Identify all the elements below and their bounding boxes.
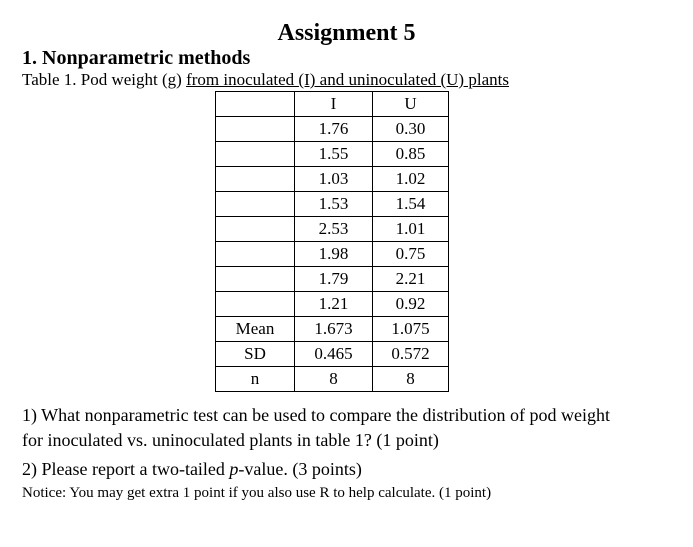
table-cell: 1.673: [295, 317, 373, 342]
table-cell: 8: [295, 367, 373, 392]
table-row: [216, 267, 449, 292]
table-cell: 1.55: [295, 142, 373, 167]
table-row: [216, 217, 449, 242]
question-2: [22, 457, 362, 481]
table-row: [216, 367, 449, 392]
table-row: [216, 317, 449, 342]
table-cell: 2.21: [373, 267, 449, 292]
table-cell: 0.75: [373, 242, 449, 267]
question-2-italic: p: [229, 459, 239, 479]
table-cell: 1.53: [295, 192, 373, 217]
table-cell: 0.572: [373, 342, 449, 367]
table-header-cell: U: [373, 92, 449, 117]
pod-weight-table: [215, 91, 449, 392]
table-cell: 1.76: [295, 117, 373, 142]
table-caption-underlined: from inoculated (I) and uninoculated (U) plants: [186, 70, 509, 89]
section-heading: 1. Nonparametric methods: [22, 47, 251, 69]
table-cell: 1.98: [295, 242, 373, 267]
notice-text: Notice: You may get extra 1 point if you also use R to help calculate. (1 point): [22, 485, 492, 501]
table-cell: 0.92: [373, 292, 449, 317]
table-row-label: [216, 292, 295, 317]
table-cell: 8: [373, 367, 449, 392]
table-row-label: SD: [216, 342, 295, 367]
table-row-label: [216, 142, 295, 167]
table-row: [216, 142, 449, 167]
table-cell: 1.01: [373, 217, 449, 242]
question-2-before: 2) Please report a two-tailed: [22, 459, 230, 479]
table-cell: 1.03: [295, 167, 373, 192]
table-caption-prefix: Table 1. Pod weight (g): [22, 70, 187, 89]
table-row: [216, 342, 449, 367]
page-title: Assignment 5: [277, 20, 416, 46]
table-row-label: [216, 192, 295, 217]
table-header-cell: I: [295, 92, 373, 117]
table-row: [216, 242, 449, 267]
table-row-label: [216, 117, 295, 142]
table-row-label: [216, 167, 295, 192]
table-row: [216, 192, 449, 217]
table-cell: 1.54: [373, 192, 449, 217]
question-1-line-1: 1) What nonparametric test can be used to compare the distribution of pod weight: [22, 405, 610, 425]
table-row-label: n: [216, 367, 295, 392]
table-row-label: Mean: [216, 317, 295, 342]
table-row: [216, 167, 449, 192]
table-row-label: [216, 267, 295, 292]
table-row-label: [216, 217, 295, 242]
table-cell: 2.53: [295, 217, 373, 242]
table-row: [216, 117, 449, 142]
question-1-line-2: for inoculated vs. uninoculated plants in table 1? (1 point): [22, 430, 439, 450]
table-row-label: [216, 242, 295, 267]
table-header-row: [216, 92, 449, 117]
table-caption: [22, 70, 509, 90]
table-cell: 1.02: [373, 167, 449, 192]
table-cell: 1.21: [295, 292, 373, 317]
table-cell: 1.79: [295, 267, 373, 292]
table-body: [216, 92, 449, 392]
question-2-after: -value. (3 points): [238, 459, 362, 479]
table-cell: 0.465: [295, 342, 373, 367]
table-cell: 1.075: [373, 317, 449, 342]
table-row: [216, 292, 449, 317]
table-cell: 0.30: [373, 117, 449, 142]
table-header-cell: [216, 92, 295, 117]
table-cell: 0.85: [373, 142, 449, 167]
